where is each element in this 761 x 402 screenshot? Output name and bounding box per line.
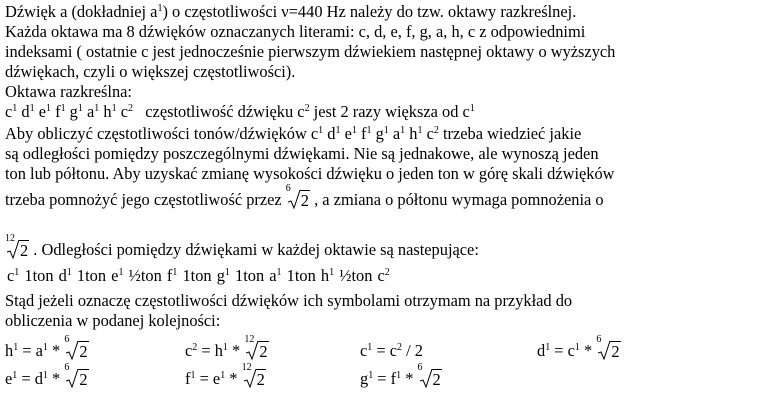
note-sequence	[311, 124, 439, 143]
radical-sign-icon	[7, 240, 19, 260]
note-index: 1	[224, 267, 230, 278]
root-12-of-2: 12 2	[241, 362, 265, 389]
formula-c2: $c^2 = h^1$ * 12 2	[185, 334, 268, 361]
formula-d1: $d^1 = c^1$ * 6 2	[537, 334, 620, 361]
superscript: 2	[304, 103, 310, 114]
interval-label: 1ton	[229, 266, 270, 285]
superscript: 1	[157, 3, 163, 14]
interval-label: 1ton	[281, 266, 321, 285]
note-letter: e	[38, 102, 46, 121]
text-line: ton lub półtonu. Aby uzyskać zmianę wysokości dźwięku o jeden ton w górę skali dźwięków	[5, 164, 615, 183]
note-letter: c	[5, 102, 13, 121]
note-index: 1	[94, 103, 100, 114]
note-index: 1	[335, 125, 341, 136]
heading-line: Oktawa razkreślna:	[5, 82, 132, 101]
note-letter: c	[426, 124, 434, 143]
radical-sign-icon	[420, 369, 432, 389]
note-index: 2	[127, 103, 133, 114]
note-letter: e	[111, 266, 119, 285]
formula-g1: $g^1 = f^1$ * 6 2	[360, 362, 441, 389]
note-letter: d	[21, 102, 30, 121]
root-6-of-2: 6 2	[64, 362, 88, 389]
note-index: 1	[111, 103, 117, 114]
root-6-of-2: 6 2	[417, 362, 441, 389]
note-letter: c	[120, 102, 128, 121]
note-letter: f	[166, 266, 173, 285]
text: Aby obliczyć częstotliwości tonów/dźwięków	[5, 124, 311, 143]
root-index: 6	[285, 183, 291, 194]
note-letter: a	[86, 102, 95, 121]
note-index: 1	[351, 125, 357, 136]
note-letter: f	[55, 102, 61, 121]
intervals-line	[7, 266, 390, 286]
formula-e1: $e^1 = d^1$ * 6 2	[5, 362, 88, 389]
note-letter: h	[320, 266, 330, 285]
note-index: 1	[29, 103, 35, 114]
note-index: 1	[383, 125, 389, 136]
text-line	[5, 183, 604, 210]
text-line: obliczenia w podanej kolejności:	[5, 311, 221, 330]
text-line: Każda oktawa ma 8 dźwięków oznaczanych literami: c, d, e, f, g, a, h, c z odpowiednimi	[5, 22, 586, 41]
note-letter: g	[69, 102, 78, 121]
note-letter: c	[310, 124, 319, 143]
interval-label: ½ton	[123, 266, 167, 285]
note-index: 2	[433, 125, 439, 136]
note-letter: g	[216, 266, 225, 285]
note-index: 1	[14, 267, 20, 278]
formula-c1: $c^1 = c^2 / 2$	[360, 341, 423, 360]
note-index: 1	[60, 103, 66, 114]
note-letter: f	[360, 124, 367, 143]
text: . Odległości pomiędzy dźwiękami w każdej oktawie są nastepujące:	[29, 240, 479, 259]
interval-label: 1ton	[177, 266, 217, 285]
note-sequence	[5, 102, 133, 121]
note-letter: c	[377, 266, 385, 285]
note-index: 1	[172, 267, 178, 278]
note-index: 1	[12, 103, 18, 114]
radicand: 2	[20, 241, 29, 260]
text: ) o częstotliwości ν=440 Hz należy do tzw. oktawy razkreślnej.	[162, 2, 577, 21]
radicand: 2	[300, 191, 309, 210]
interval-label: ½ton	[334, 266, 378, 285]
note-letter: d	[327, 124, 336, 143]
root-6-of-2: 6 2	[596, 334, 620, 361]
octave-line	[5, 102, 475, 122]
note-letter: h	[409, 124, 418, 143]
radical-sign-icon	[244, 369, 256, 389]
root-index: 12	[5, 233, 15, 244]
note-letter: d	[58, 266, 67, 285]
text-line	[5, 124, 581, 144]
radical-sign-icon	[246, 341, 258, 361]
text-line	[5, 2, 576, 22]
root-12-of-2	[5, 233, 29, 260]
note-index: 1	[329, 267, 335, 278]
text-line: dźwiękach, czyli o większej częstotliwości).	[5, 62, 296, 81]
radical-sign-icon	[288, 190, 300, 210]
note-index: 2	[384, 267, 390, 278]
interval-label: 1ton	[19, 266, 59, 285]
note-index: 1	[66, 267, 72, 278]
note-index: 1	[276, 267, 282, 278]
note-index: 1	[45, 103, 51, 114]
text: jest 2 razy większa od c	[309, 102, 470, 121]
note-letter: a	[392, 124, 401, 143]
root-6-of-2: 6 2	[64, 334, 88, 361]
note-index: 1	[77, 103, 83, 114]
note-letter: c	[7, 266, 15, 285]
note-index: 1	[118, 267, 124, 278]
root-6-of-2	[285, 183, 310, 210]
note-letter: h	[103, 102, 112, 121]
text-line: indeksami ( ostatnie c jest jednocześnie pierwszym dźwiekiem następnej oktawy o wyższych	[5, 42, 616, 61]
text-line: Stąd jeżeli oznaczę częstotliwości dźwięków ich symbolami otrzymam na przykład do	[5, 291, 573, 310]
superscript: 1	[469, 103, 475, 114]
note-index: 1	[318, 125, 324, 136]
note-letter: e	[344, 124, 352, 143]
radical-sign-icon	[66, 341, 78, 361]
note-index: 1	[400, 125, 406, 136]
text-line	[5, 233, 479, 260]
note-letter: a	[269, 266, 277, 285]
note-index: 1	[366, 125, 372, 136]
radical-sign-icon	[598, 341, 610, 361]
radical-sign-icon	[66, 369, 78, 389]
text: , a zmiana o półtonu wymaga pomnożenia o	[310, 190, 604, 209]
formula-f1: $f^1 = e^1$ * 12 2	[185, 362, 265, 389]
note-letter: g	[375, 124, 384, 143]
formula-h1: $h^1 = a^1$ * 6 2	[5, 334, 88, 361]
text: częstotliwość dźwięku c	[145, 102, 305, 121]
text: Dźwięk a (dokładniej a	[5, 2, 158, 21]
text-line: są odległości pomiędzy poszczególnymi dźwiękami. Nie są jednakowe, ale wynoszą jeden	[5, 144, 599, 163]
root-12-of-2: 12 2	[244, 334, 268, 361]
text: trzeba wiedzieć jakie	[438, 124, 582, 143]
interval-label: 1ton	[71, 266, 112, 285]
note-index: 1	[417, 125, 423, 136]
text: trzeba pomnożyć jego częstotliwość przez	[5, 190, 286, 209]
